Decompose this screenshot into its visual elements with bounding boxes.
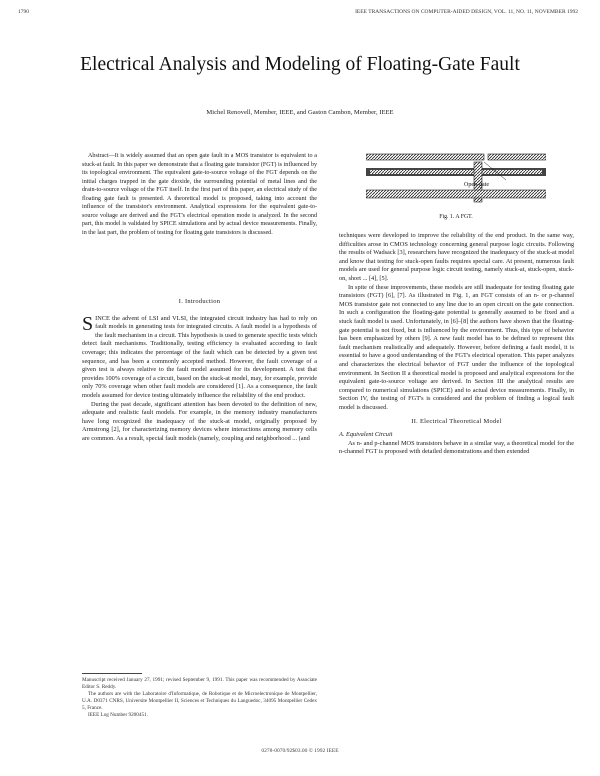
figure-caption: Fig. 1. A FGT. — [439, 214, 473, 220]
intro-paragraph-2: During the past decade, significant attention has been devoted to the definition of new, adequate and realistic fault models. For example, in the memory industry manufacturers have long recognized the inadequacy of the stuck-at model, originally proposed by Armstrong [2], for characterizing memory devices where interactions among memory cells are common. As a result, special fault models (namely, coupling and neighborhood ... (and — [82, 400, 317, 442]
right-paragraph-1: techniques were developed to improve the reliability of the end product. In the same way, difficulties arose in CMOS technology concerning general purpose logic circuits. Following the results of Wadsack [3], researchers have recognized the inadequacy of the stuck-at model and know that testing for stuck-open faults requires special care. At present, numerous fault models are used for general purpose logic circuit testing, namely stuck-at, stuck-open, stuck-on, short ... [4], [5]. — [339, 232, 574, 282]
right-column — [339, 150, 574, 457]
introduction-section — [82, 298, 317, 444]
section-2-heading: II. Electrical Theoretical Model — [411, 418, 502, 426]
footnote-affiliation: The authors are with the Laboratoire d'Informatique, de Robotique et de Microelectronique de Montpellier, U.A. D0371 CNRS, Universite Montpellier II, Sciences et Techniques du Languedoc, 34095 Montpellier Cedex 5, France. — [82, 691, 317, 711]
footnote-ieee-log: IEEE Log Number 9200451. — [88, 712, 148, 718]
footnote-rule — [82, 673, 142, 674]
section-2a-heading: A. Equivalent Circuit — [339, 431, 393, 439]
journal-header: IEEE TRANSACTIONS ON COMPUTER-AIDED DESIGN, VOL. 11, NO. 11, NOVEMBER 1992 — [355, 9, 578, 15]
drop-cap: S — [82, 312, 94, 335]
right-paragraph-2: In spite of these improvements, these models are still inadequate for testing floating gate transistors (FGT) [6], [7]. As illustrated in Fig. 1, an FGT consists of an n- or p-channel MOS transistor gate not connected to any line due to an open circuit on the gate connection. In such a configuration the floating-gate potential is generally assumed to be fixed and a stuck fault model is used. Unfortunately, in [6]–[8] the authors have shown that the floating-gate potential is not fixed, but is influenced by the environment. Thus, this type of behavior has been emphasized by others [9]. A new fault model has to be defined to represent this fault mechanism realistically and adequately. However, before defining a fault model, it is essential to have a good understanding of the FGT's electrical operation. This paper analyzes and characterizes the electrical behavior of FGT under the influence of the topological environment. In Section II a theoretical model is proposed and analytical expressions for the equivalent gate-to-source voltage are derived. In Section III the analytical results are compared to numerical simulations (SPICE) and to actual device measurements. Finally, in Section IV, the testing of FGT's is considered and the problem of finding a logical fault model is discussed. — [339, 283, 574, 411]
intro-heading: I. Introduction — [178, 298, 221, 305]
paper-title: Electrical Analysis and Modeling of Floating-Gate Fault — [80, 54, 520, 75]
footnote-received: Manuscript received January 27, 1991; revised September 9, 1991. This paper was recommended by Associate Editor S. Reddy. — [82, 677, 317, 690]
open-gate-label: Open-gate — [464, 182, 489, 188]
intro-paragraph-1 — [82, 312, 317, 401]
copyright-line: 0278-0070/92$03.00 © 1992 IEEE — [261, 748, 339, 754]
footnote — [82, 677, 317, 719]
abstract-text: Abstract—It is widely assumed that an open gate fault in a MOS transistor is equivalent to a stuck-at fault. In this paper we demonstrate that a floating gate transistor (FGT) is influenced by its topological environment. The equivalent gate-to-source voltage of the FGT depends on the initial charges trapped in the gate dioxide, the surrounding potential of metal lines and the drain-to-source voltage of the FGT itself. In the first part of this paper, an electrical study of the floating gate fault is presented. A theoretical model is proposed, taking into account the influence of the transistor's environment. Analytical expressions for the equivalent gate-to-source voltage are derived and the FGT's electrical operation mode is analyzed. In the second part, this model is validated by SPICE simulations and by actual device measurements. Finally, in the last part, the problem of testing for floating gate transistors is discussed. — [82, 153, 317, 236]
section-2-paragraph: As n- and p-channel MOS transistors behave in a similar way, a theoretical model for the n-channel FGT is proposed with detailed demonstrations and then extended — [339, 439, 574, 456]
author-line: Michel Renovell, Member, IEEE, and Gaston Cambon, Member, IEEE — [206, 109, 394, 116]
page-number: 1790 — [18, 9, 29, 15]
abstract-block — [82, 152, 317, 237]
intro-p1-text: INCE the advent of LSI and VLSI, the integrated circuit industry has had to rely on fault models in generating tests for integrated circuits. A fault model is a hypothesis of the fault mechanism in a circuit. This hypothesis is used to generate specific tests which detect fault mechanisms. Traditionally, testing efficiency is evaluated according to fault coverage; this indicates the percentage of the fault which can be detected by a given test sequence, and has been a commonly accepted method. However, the fault coverage of a given test is always relative to the fault model assumed for its development. A test that provides 100% coverage of a circuit, based on the stuck-at model, may, for example, provide only 70% coverage when other fault models are considered [1]. As a consequence, the fault models assumed for device testing ultimately influence the reliability of the end product. — [82, 314, 317, 399]
running-header — [18, 9, 582, 19]
